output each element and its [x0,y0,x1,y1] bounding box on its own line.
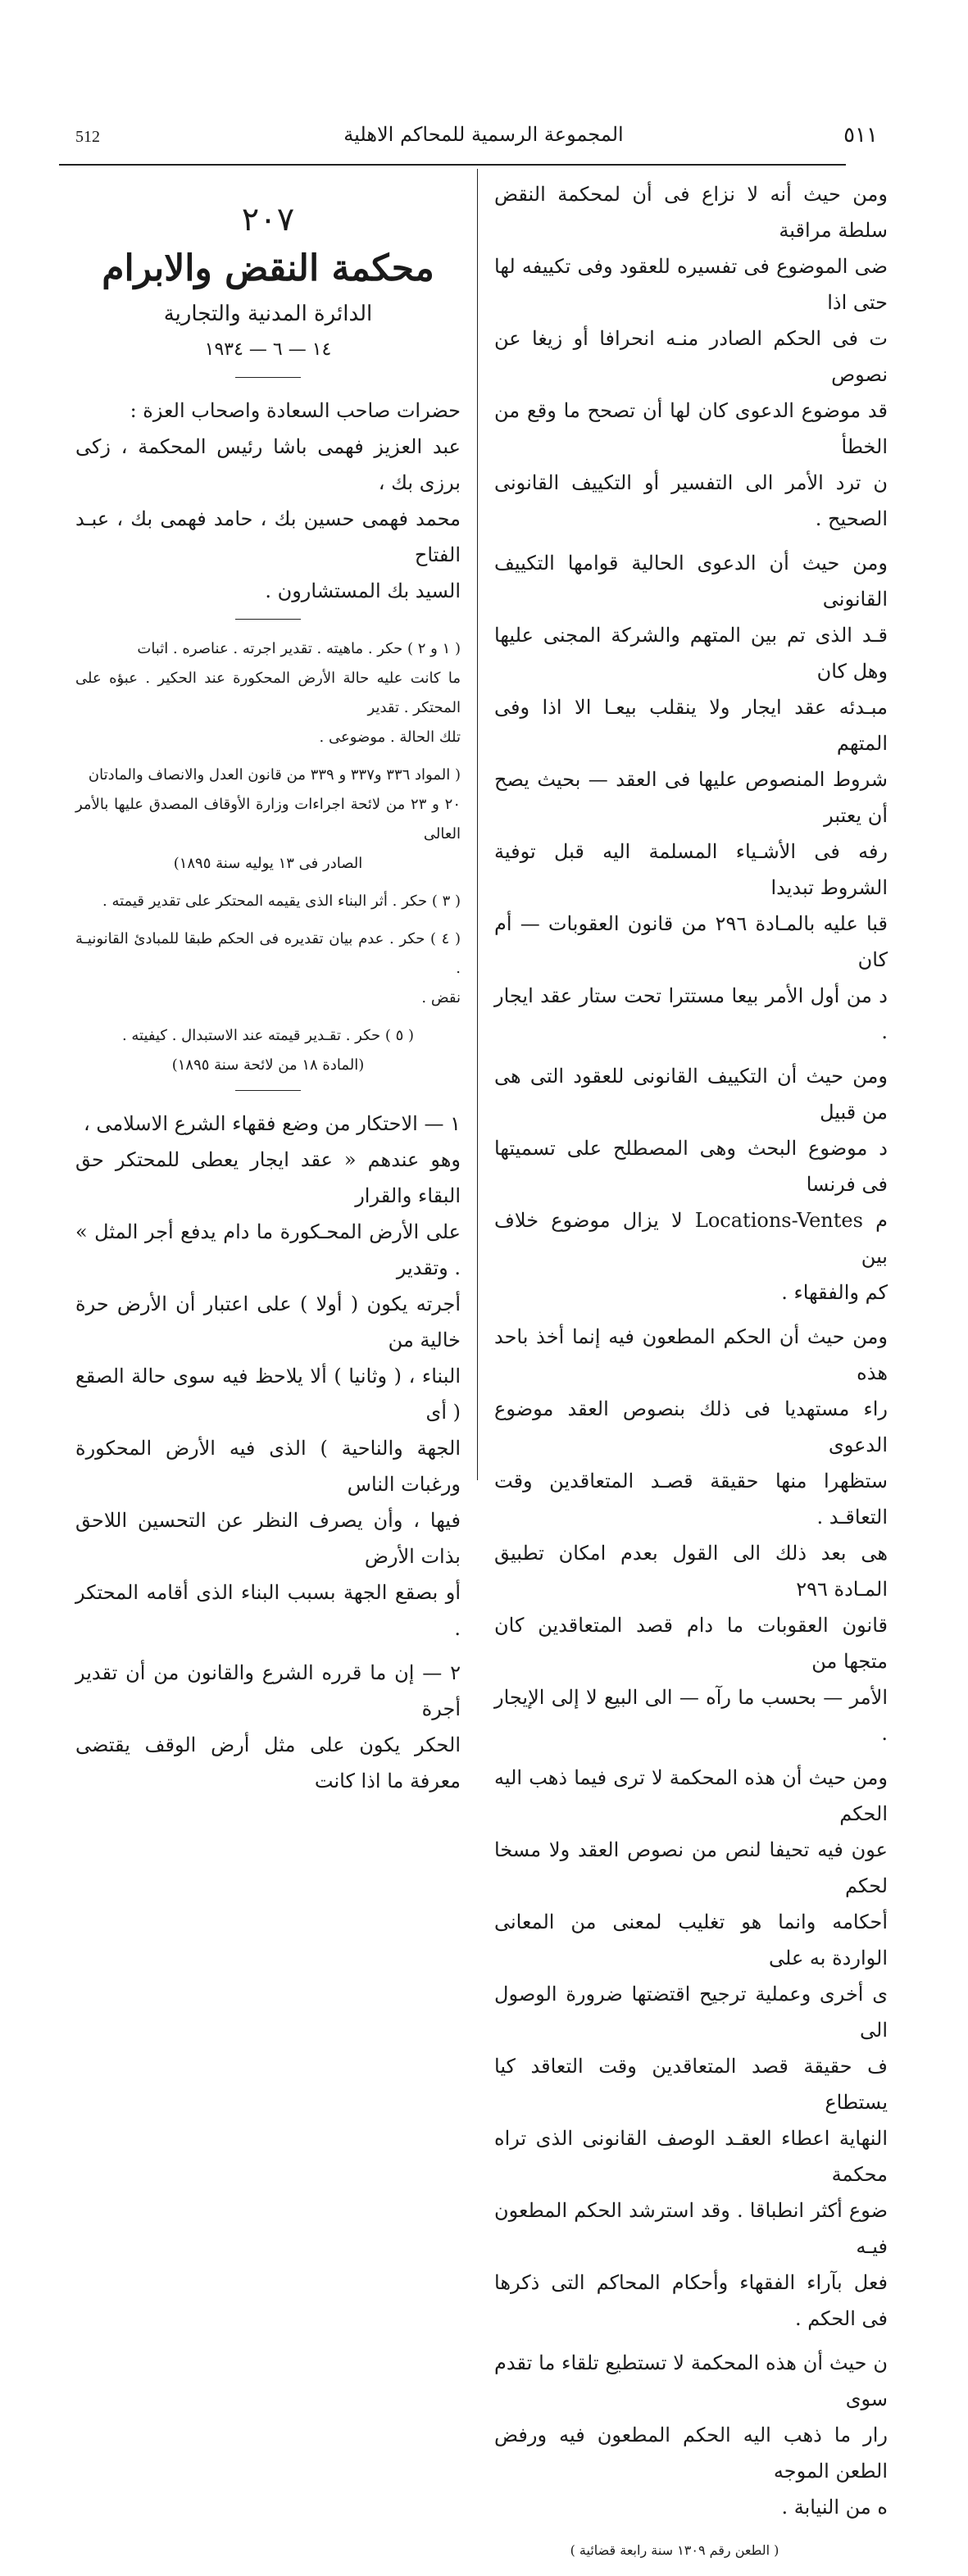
text-line: ه من النيابة . [781,2496,888,2519]
text-line: د من أول الأمر بيعا مستترا تحت ستار عقد ايجار . [494,984,888,1043]
summary-item-5: (المادة ١٨ من لائحة سنة ١٨٩٥) [171,1056,365,1074]
summary-line: ما كانت عليه حالة الأرض المحكورة عند الحكير . عبؤه على المحتكر . تقدير [75,670,461,716]
text-line: ومن حيث أن الدعوى الحالية قوامها التكييف القانونى [494,552,888,611]
text-line: ومن حيث أن هذه المحكمة لا ترى فيما ذهب اليه الحكم [494,1766,888,1825]
text-line: ت فى الحكم الصادر منـه انحرافا أو زيغا عن نصوص [494,327,888,386]
separator [235,1090,301,1091]
text-line: ١ — الاحتكار من وضع فقهاء الشرع الاسلامى ، [84,1112,461,1135]
right-column [494,176,888,2576]
text-line: البناء ، ( وثانيا ) ألا يلاحظ فيه سوى حالة الصقع ( أى [75,1365,461,1424]
text-line: ن ترد الأمر الى التفسير أو التكييف القانونى الصحيح . [494,471,888,530]
articles-line: الصادر فى ١٣ يوليه سنة ١٨٩٥) [173,855,363,872]
appeal-citation: ( الطعن رقم ١٣٠٩ سنة رابعة قضائية ) [570,2542,779,2558]
separator [235,619,301,620]
text-line: راء مستهديا فى ذلك بنصوص العقد موضوع الدعوى [494,1397,888,1456]
text-line: قد موضوع الدعوى كان لها أن تصحح ما وقع من الخطأ [494,399,888,458]
right-column-body [494,176,888,2525]
text-line: أحكامه وانما هو تغليب لمعنى من المعانى الواردة به على [494,1910,888,1969]
header-rule [59,164,846,166]
text-line: رفه فى الأشـياء المسلمة اليه قبل توفية الشروط تبديدا [494,840,888,899]
judges-block [75,393,461,609]
text-line: ٢ — إن ما قرره الشرع والقانون من أن تقدير أجرة [75,1661,461,1720]
text-line: مبـدئه عقد ايجار ولا ينقلب بيعـا الا اذا وفى المتهم [494,696,888,755]
text-line: ن حيث أن هذه المحكمة لا تستطيع تلقاء ما تقدم سوى [494,2351,888,2410]
text-line: النهاية اعطاء العقـد الوصف القانونى الذى تراه محكمة [494,2127,888,2186]
case-number: ٢٠٧ [241,201,295,239]
circuit-name: الدائرة المدنية والتجارية [163,302,373,326]
text-line: فيها ، وأن يصرف النظر عن التحسين اللاحق بذات الأرض [75,1509,461,1568]
summary-item-4: نقض . [421,989,461,1006]
ruling-paragraph [494,1760,888,2337]
summary-item-5: ( ٥ ) حكر . تقـدير قيمته عند الاستبدال . كيفيته . [121,1027,415,1044]
principle-1 [75,1106,461,1647]
text-line: ومن حيث أن الحكم المطعون فيه إنما أخذ باحد هذه [494,1325,888,1384]
ruling-paragraph [494,545,888,1050]
left-column [75,189,461,1807]
text-line: أو بصقع الجهة بسبب البناء الذى أقامه المحتكر . [75,1581,461,1640]
text-line: شروط المنصوص عليها فى العقد — بحيث يصح أن يعتبر [494,768,888,827]
text-line: ضى الموضوع فى تفسيره للعقود وفى تكييفه لها حتى اذا [494,255,888,314]
text-line: فعل بآراء الفقهاء وأحكام المحاكم التى ذكرها فى الحكم . [494,2271,888,2330]
text-line: قـد الذى تم بين المتهم والشركة المجنى عليها وهل كان [494,624,888,683]
text-line: م Locations-Ventes لا يزال موضوع خلاف بين [494,1209,888,1268]
ruling-paragraph [494,176,888,537]
principle-2 [75,1655,461,1799]
session-date: ١٤ — ٦ — ١٩٣٤ [204,339,332,360]
page-number-left: 512 [75,128,100,146]
ruling-paragraph [494,1319,888,1751]
summary-item-4: ( ٤ ) حكر . عدم بيان تقديره فى الحكم طبقا للمبادئ القانونيـة . [75,930,461,977]
text-line: قانون العقوبات ما دام قصد المتعاقدين كان متجها من [494,1614,888,1673]
judges-line: السيد بك المستشارون . [265,579,461,602]
text-line: قبا عليه بالمـادة ٢٩٦ من قانون العقوبات — أم كان [494,912,888,971]
text-line: ستظهرا منها حقيقة قصـد المتعاقدين وقت التعاقـد . [494,1470,888,1529]
text-line: عون فيه تحيفا لنص من نصوص العقد ولا مسخا لحكم [494,1838,888,1897]
judges-line: محمد فهمى حسين بك ، حامد فهمى بك ، عبـد الفتاح [75,507,461,566]
running-title: المجموعة الرسمية للمحاكم الاهلية [343,123,624,146]
page-number-right: ٥١١ [843,123,878,148]
court-name: محكمة النقض والابرام [102,248,434,289]
summary-block [75,634,461,1080]
column-divider [477,169,478,1480]
text-line: على الأرض المحـكورة ما دام يدفع أجر المثل » . وتقدير [75,1220,461,1279]
text-line: أجرته يكون ( أولا ) على اعتبار أن الأرض حرة خالية من [75,1293,461,1352]
judges-line: حضرات صاحب السعادة واصحاب العزة : [130,399,461,422]
text-line: ى أخرى وعملية ترجيح اقتضتها ضرورة الوصول الى [494,1983,888,2042]
text-line: هى بعد ذلك الى القول بعدم امكان تطبيق المـادة ٢٩٦ [494,1542,888,1601]
ruling-paragraph [494,2345,888,2525]
text-line: وهو عندهم « عقد ايجار يعطى للمحتكر حق البقاء والقرار [75,1148,461,1207]
text-line: رار ما ذهب اليه الحكم المطعون فيه ورفض الطعن الموجه [494,2424,888,2483]
text-line: الجهة والناحية ) الذى فيه الأرض المحكورة ورغبات الناس [75,1437,461,1496]
text-line: كم والفقهاء . [781,1281,888,1304]
summary-item-3: ( ٣ ) حكر . أثر البناء الذى يقيمه المحتكر على تقدير قيمته . [102,893,461,910]
text-line: ومن حيث أنه لا نزاع فى أن لمحكمة النقض سلطة مراقبة [494,183,888,242]
text-line: د موضوع البحث وهى المصطلح على تسميتها فى فرنسا [494,1137,888,1196]
ruling-paragraph [494,1058,888,1311]
summary-line: تلك الحالة . موضوعى . [319,729,461,746]
text-line: الأمر — بحسب ما رآه — الى البيع لا إلى الإيجار . [494,1686,888,1745]
text-line: ف حقيقة قصد المتعاقدين وقت التعاقد كيا يستطاع [494,2055,888,2114]
articles-line: ٢٠ و ٢٣ من لائحة اجراءات وزارة الأوقاف المصدق عليها بالأمر العالى [75,796,461,843]
text-line: الحكر يكون على مثل أرض الوقف يقتضى معرفة ما اذا كانت [75,1733,461,1792]
judges-line: عبد العزيز فهمى باشا رئيس المحكمة ، زكى برزى بك ، [75,435,461,494]
text-line: ومن حيث أن التكييف القانونى للعقود التى هى من قبيل [494,1065,888,1124]
summary-line: ( ١ و ٢ ) حكر . ماهيته . تقدير اجرته . عناصره . اثبات [137,640,461,657]
articles-line: ( المواد ٣٣٦ و٣٣٧ و ٣٣٩ من قانون العدل والانصاف والمادتان [88,766,461,784]
text-line: ضوع أكثر انطباقا . وقد استرشد الحكم المطعون فيـه [494,2199,888,2258]
separator [235,377,301,378]
